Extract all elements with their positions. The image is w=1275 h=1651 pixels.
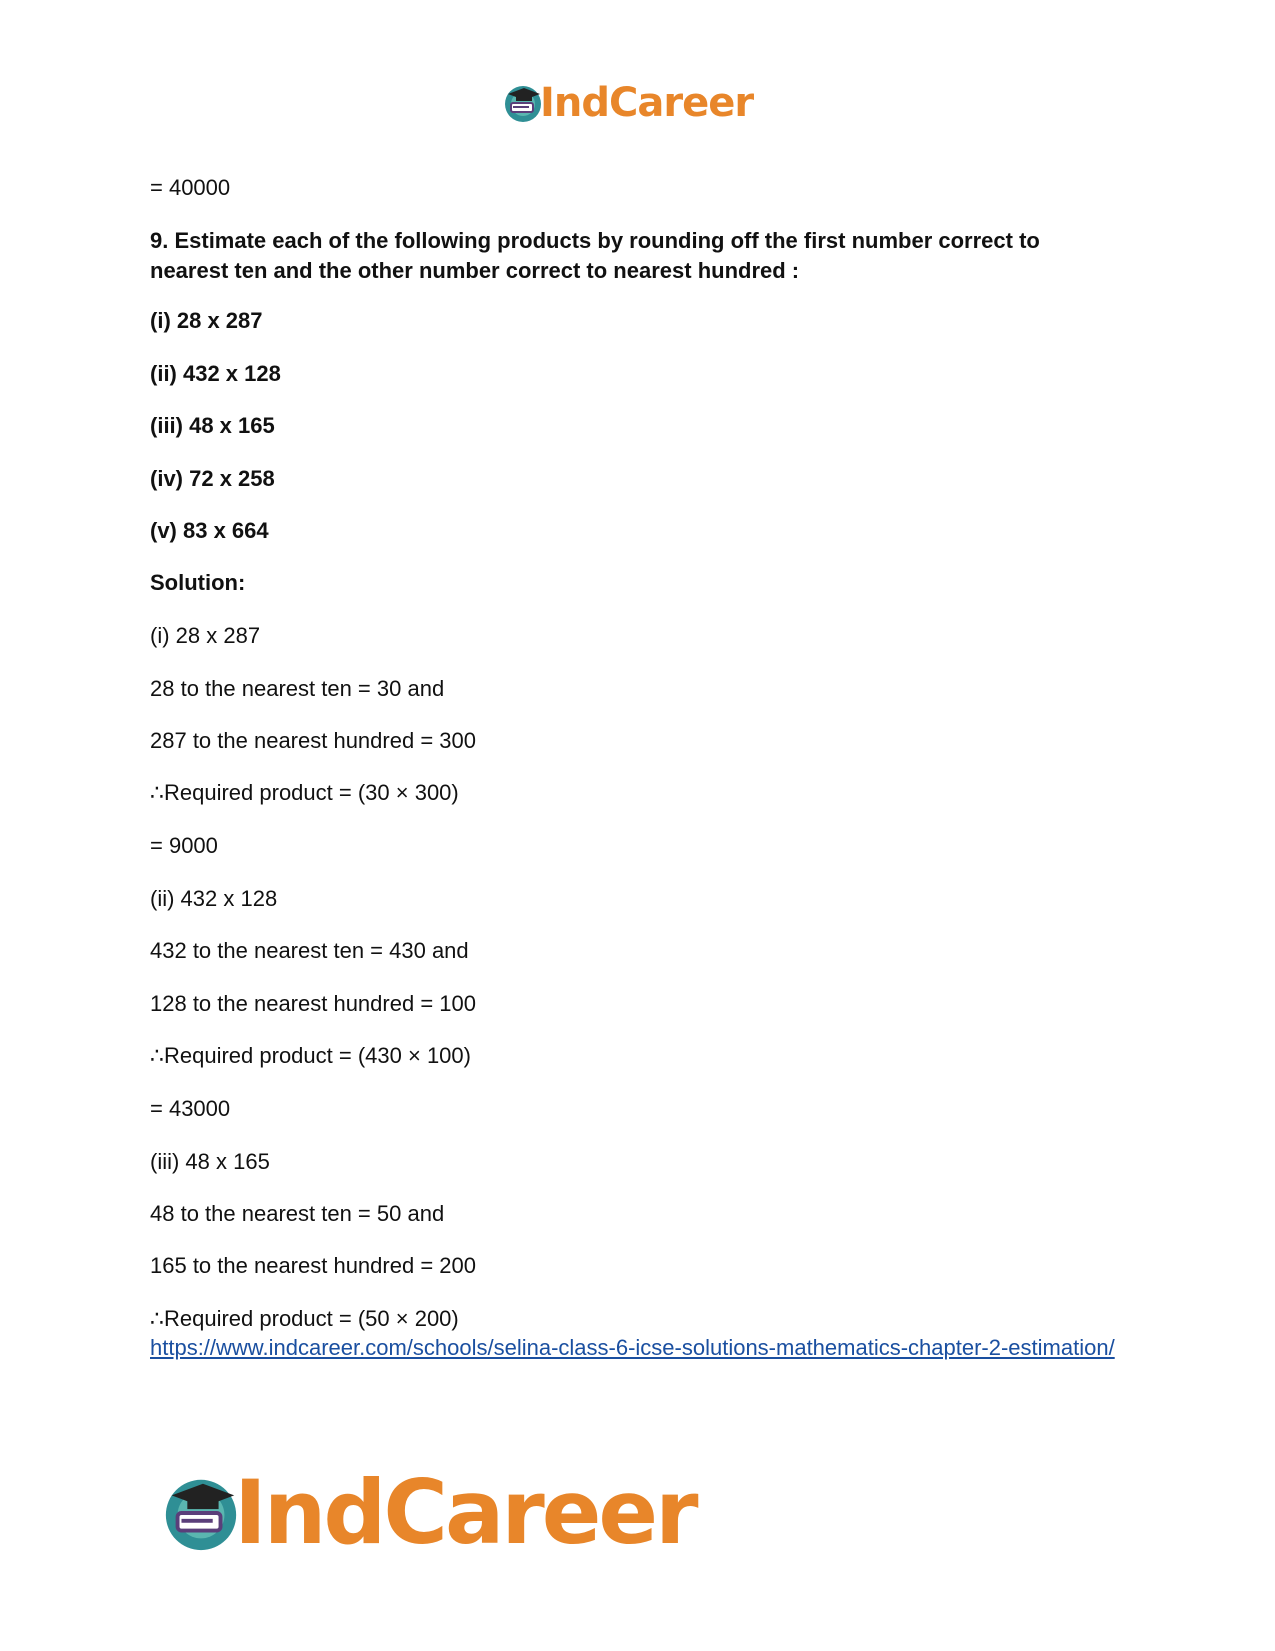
question-item: (ii) 432 x 128	[150, 361, 281, 386]
source-link[interactable]: https://www.indcareer.com/schools/selina-class-6-icse-solutions-mathematics-chapter-2-estimation/	[150, 1335, 1115, 1360]
graduation-cap-globe-icon	[160, 1472, 242, 1554]
footer-logo-text: IndCareer	[234, 1461, 696, 1564]
solution-heading: Solution:	[150, 570, 246, 595]
solution-line: ∴Required product = (50 × 200)	[150, 1306, 459, 1331]
question-item: (v) 83 x 664	[150, 518, 269, 543]
question-item: (iii) 48 x 165	[150, 413, 275, 438]
question-heading: 9. Estimate each of the following products by rounding off the first number correct to nearest ten and the other number correct to nearest hundred :	[150, 228, 1040, 283]
solution-line: 128 to the nearest hundred = 100	[150, 991, 476, 1016]
solution-line: 287 to the nearest hundred = 300	[150, 728, 476, 753]
solution-line: (iii) 48 x 165	[150, 1149, 270, 1174]
question-item: (i) 28 x 287	[150, 308, 263, 333]
solution-line: ∴Required product = (30 × 300)	[150, 780, 459, 805]
header-logo-text: IndCareer	[540, 80, 754, 126]
question-item: (iv) 72 x 258	[150, 466, 275, 491]
solution-line: = 9000	[150, 833, 218, 858]
solution-line: 432 to the nearest ten = 430 and	[150, 938, 469, 963]
footer-logo	[160, 1461, 696, 1564]
solution-line: (ii) 432 x 128	[150, 886, 278, 911]
solution-line: 165 to the nearest hundred = 200	[150, 1253, 476, 1278]
text-line: = 40000	[150, 175, 231, 200]
solution-line: = 43000	[150, 1096, 231, 1121]
solution-line: 28 to the nearest ten = 30 and	[150, 676, 445, 701]
solution-line: (i) 28 x 287	[150, 623, 261, 648]
solution-line: ∴Required product = (430 × 100)	[150, 1043, 471, 1068]
solution-line: 48 to the nearest ten = 50 and	[150, 1201, 445, 1226]
header-logo	[502, 78, 753, 128]
graduation-cap-globe-icon	[502, 82, 544, 124]
